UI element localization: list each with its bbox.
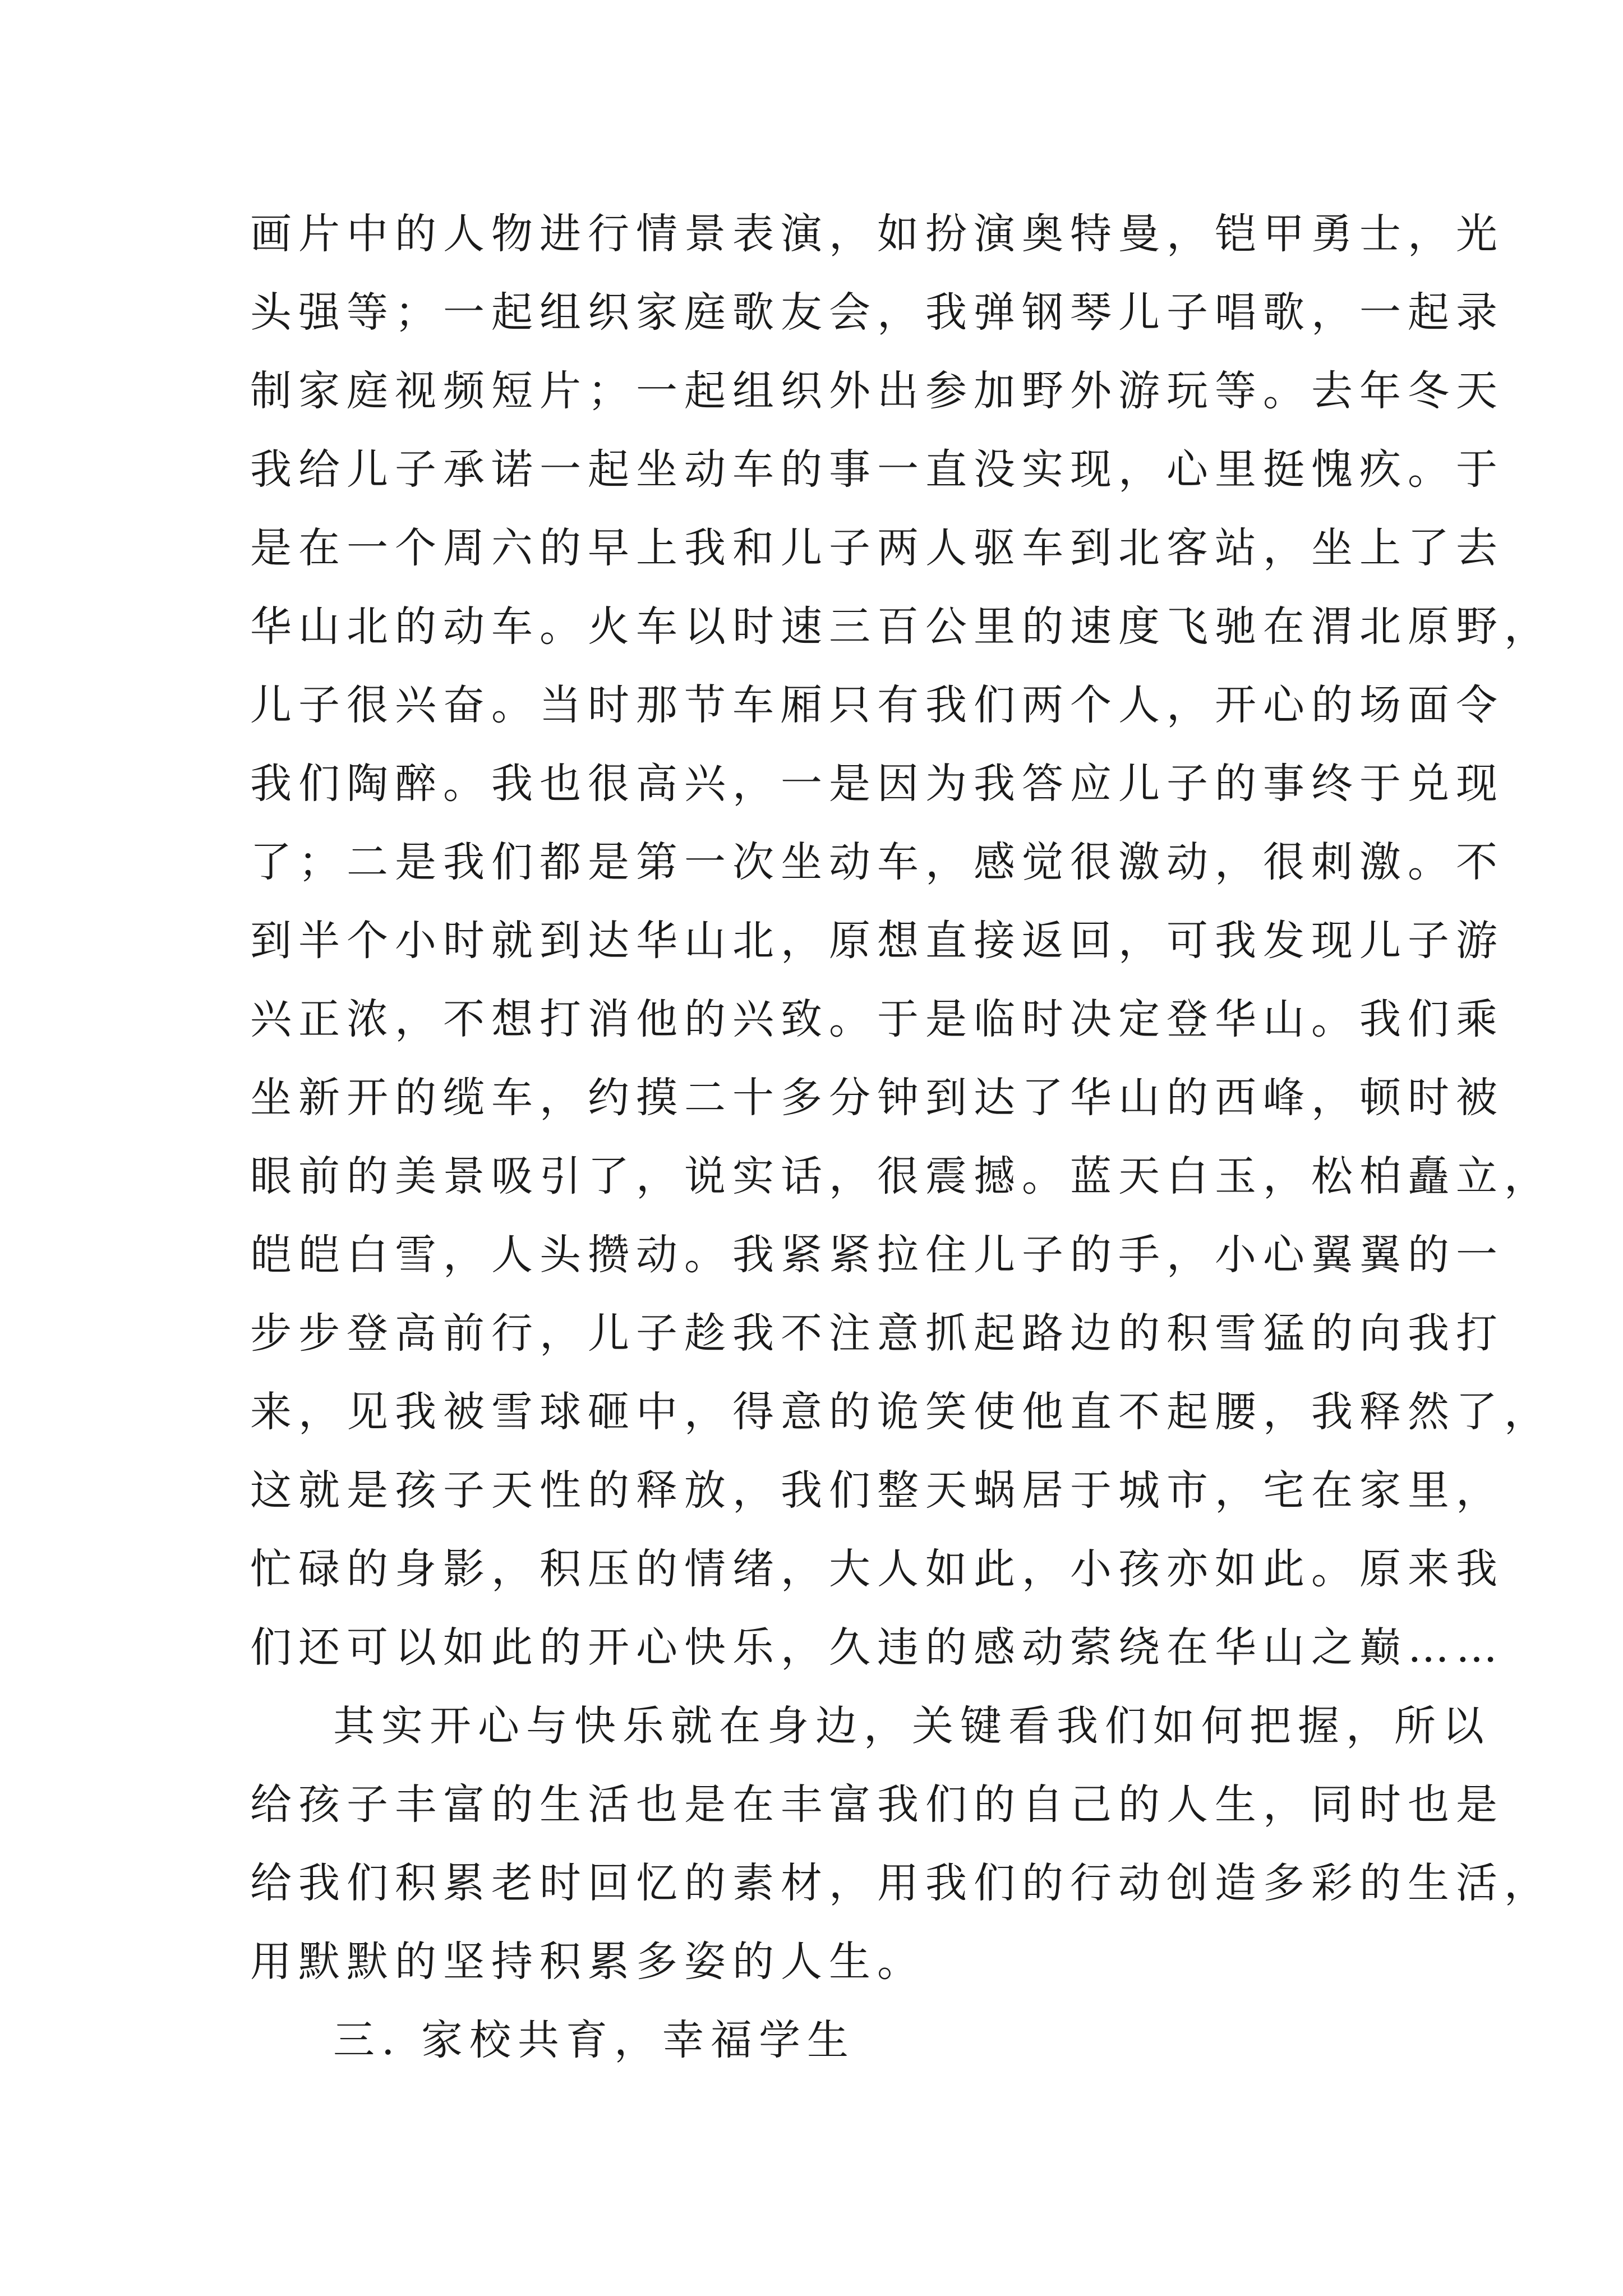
- text-line: 步步登高前行，儿子趁我不注意抓起路边的积雪猛的向我打: [250, 1309, 1504, 1358]
- section-heading-text: 三. 家校共育，幸福学生: [333, 2016, 856, 2064]
- text-line: 给我们积累老时回忆的素材，用我们的行动创造多彩的生活，: [250, 1859, 1552, 1907]
- text-line: 我给儿子承诺一起坐动车的事一直没实现，心里挺愧疚。于: [250, 445, 1504, 494]
- text-line: 们还可以如此的开心快乐，久违的感动萦绕在华山之巅……: [250, 1623, 1504, 1672]
- text-line: 坐新开的缆车，约摸二十多分钟到达了华山的西峰，顿时被: [250, 1074, 1504, 1122]
- text-line: 儿子很兴奋。当时那节车厢只有我们两个人，开心的场面令: [250, 681, 1504, 729]
- text-line: 画片中的人物进行情景表演，如扮演奥特曼，铠甲勇士，光: [250, 210, 1504, 258]
- text-line: 兴正浓，不想打消他的兴致。于是临时决定登华山。我们乘: [250, 995, 1504, 1043]
- paragraph-2: [250, 1702, 1552, 2019]
- text-line: 我们陶醉。我也很高兴，一是因为我答应儿子的事终于兑现: [250, 760, 1504, 808]
- text-line: 来，见我被雪球砸中，得意的诡笑使他直不起腰，我释然了，: [250, 1388, 1552, 1436]
- text-line: 华山北的动车。火车以时速三百公里的速度飞驰在渭北原野，: [250, 602, 1552, 651]
- paragraph-1: [250, 210, 1552, 1705]
- text-line: 这就是孩子天性的释放，我们整天蜗居于城市，宅在家里，: [250, 1466, 1504, 1515]
- text-line: 眼前的美景吸引了，说实话，很震撼。蓝天白玉，松柏矗立，: [250, 1152, 1552, 1200]
- text-line: 是在一个周六的早上我和儿子两人驱车到北客站，坐上了去: [250, 524, 1504, 572]
- text-line: 到半个小时就到达华山北，原想直接返回，可我发现儿子游: [250, 917, 1504, 965]
- text-line: 头强等；一起组织家庭歌友会，我弹钢琴儿子唱歌，一起录: [250, 288, 1504, 337]
- text-line: 制家庭视频短片；一起组织外出参加野外游玩等。去年冬天: [250, 367, 1504, 415]
- text-line: 了；二是我们都是第一次坐动车，感觉很激动，很刺激。不: [250, 838, 1504, 886]
- section-heading: [250, 2016, 1394, 2098]
- document-body: [250, 210, 1552, 2098]
- text-line: 给孩子丰富的生活也是在丰富我们的自己的人生，同时也是: [250, 1780, 1504, 1829]
- text-line: 其实开心与快乐就在身边，关键看我们如何把握，所以: [333, 1702, 1491, 1750]
- text-line: 皑皑白雪，人头攒动。我紧紧拉住儿子的手，小心翼翼的一: [250, 1231, 1504, 1279]
- text-line: 用默默的坚持积累多姿的人生。: [250, 1938, 925, 1986]
- text-line: 忙碌的身影，积压的情绪，大人如此，小孩亦如此。原来我: [250, 1545, 1504, 1593]
